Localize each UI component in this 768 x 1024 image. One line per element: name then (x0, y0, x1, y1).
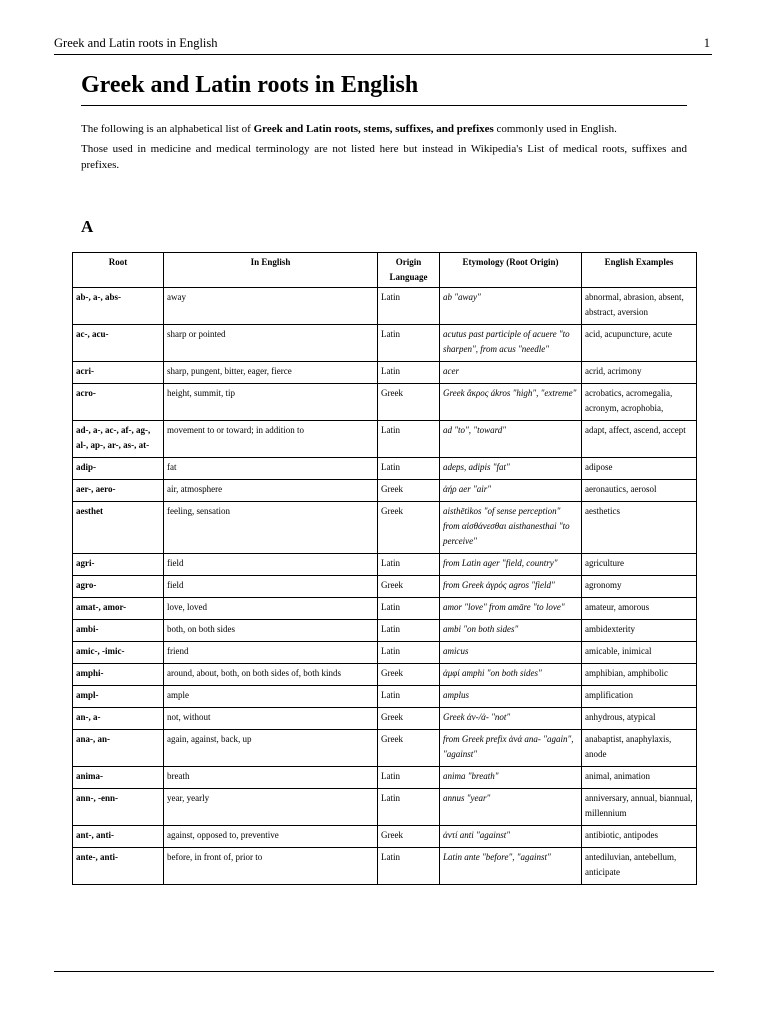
intro-paragraph-2: Those used in medicine and medical terminology are not listed here but instead in Wikipedia's List of medical roots, suffixes and prefixes. (81, 143, 687, 171)
cell-etymology: acutus past participle of acuere "to sharpen", from acus "needle" (440, 325, 582, 362)
table-row (73, 642, 697, 664)
cell-english-examples: aeronautics, aerosol (582, 480, 697, 502)
cell-etymology: amor "love" from amāre "to love" (440, 598, 582, 620)
cell-origin-language: Greek (378, 576, 440, 598)
running-header (54, 34, 712, 55)
cell-etymology: adeps, adipis "fat" (440, 458, 582, 480)
table-row (73, 502, 697, 554)
column-header-english-examples: English Examples (582, 253, 697, 288)
table-row (73, 384, 697, 421)
table-row (73, 598, 697, 620)
cell-root: ab-, a-, abs- (73, 288, 164, 325)
cell-origin-language: Latin (378, 288, 440, 325)
intro-text: commonly used in English. (493, 123, 617, 135)
cell-origin-language: Latin (378, 598, 440, 620)
table-row (73, 620, 697, 642)
cell-origin-language: Latin (378, 362, 440, 384)
table-row (73, 686, 697, 708)
cell-root: amic-, -imic- (73, 642, 164, 664)
cell-english-examples: acid, acupuncture, acute (582, 325, 697, 362)
footer-rule (54, 971, 714, 972)
cell-english-examples: anniversary, annual, biannual, millennium (582, 789, 697, 826)
cell-in-english: away (164, 288, 378, 325)
cell-in-english: movement to or toward; in addition to (164, 421, 378, 458)
cell-origin-language: Greek (378, 730, 440, 767)
cell-etymology: Latin ante "before", "against" (440, 848, 582, 885)
column-header-etymology: Etymology (Root Origin) (440, 253, 582, 288)
cell-in-english: love, loved (164, 598, 378, 620)
cell-origin-language: Latin (378, 620, 440, 642)
cell-origin-language: Latin (378, 421, 440, 458)
cell-in-english: feeling, sensation (164, 502, 378, 554)
cell-root: ampl- (73, 686, 164, 708)
cell-etymology: ab "away" (440, 288, 582, 325)
cell-in-english: field (164, 576, 378, 598)
table-row (73, 554, 697, 576)
cell-in-english: height, summit, tip (164, 384, 378, 421)
cell-english-examples: amplification (582, 686, 697, 708)
cell-english-examples: antibiotic, antipodes (582, 826, 697, 848)
cell-in-english: not, without (164, 708, 378, 730)
cell-etymology: amplus (440, 686, 582, 708)
cell-root: acri- (73, 362, 164, 384)
table-row (73, 325, 697, 362)
cell-in-english: fat (164, 458, 378, 480)
cell-etymology: ἀήρ aer "air" (440, 480, 582, 502)
table-row (73, 789, 697, 826)
cell-root: anima- (73, 767, 164, 789)
cell-origin-language: Latin (378, 686, 440, 708)
table-row (73, 848, 697, 885)
cell-english-examples: antediluvian, antebellum, anticipate (582, 848, 697, 885)
cell-origin-language: Latin (378, 458, 440, 480)
cell-root: ant-, anti- (73, 826, 164, 848)
cell-etymology: Greek ἀν-/ἀ- "not" (440, 708, 582, 730)
cell-etymology: aisthētikos "of sense perception" from αἰσθάνεσθαι aisthanesthai "to perceive" (440, 502, 582, 554)
cell-in-english: both, on both sides (164, 620, 378, 642)
cell-english-examples: adipose (582, 458, 697, 480)
cell-in-english: against, opposed to, preventive (164, 826, 378, 848)
cell-english-examples: anabaptist, anaphylaxis, anode (582, 730, 697, 767)
cell-in-english: sharp, pungent, bitter, eager, fierce (164, 362, 378, 384)
cell-in-english: field (164, 554, 378, 576)
cell-origin-language: Greek (378, 502, 440, 554)
cell-in-english: again, against, back, up (164, 730, 378, 767)
cell-root: acro- (73, 384, 164, 421)
cell-etymology: ἀμφί amphi "on both sides" (440, 664, 582, 686)
table-row (73, 421, 697, 458)
cell-root: ana-, an- (73, 730, 164, 767)
cell-etymology: ad "to", "toward" (440, 421, 582, 458)
cell-english-examples: abnormal, abrasion, absent, abstract, aversion (582, 288, 697, 325)
cell-etymology: annus "year" (440, 789, 582, 826)
cell-origin-language: Latin (378, 325, 440, 362)
cell-root: adip- (73, 458, 164, 480)
table-row (73, 458, 697, 480)
table-row (73, 288, 697, 325)
table-row (73, 480, 697, 502)
table-body (73, 288, 697, 885)
column-header-root: Root (73, 253, 164, 288)
cell-root: ambi- (73, 620, 164, 642)
table-row (73, 730, 697, 767)
cell-root: aesthet (73, 502, 164, 554)
column-header-in-english: In English (164, 253, 378, 288)
cell-root: agro- (73, 576, 164, 598)
table-row (73, 664, 697, 686)
table-row (73, 576, 697, 598)
cell-in-english: around, about, both, on both sides of, both kinds (164, 664, 378, 686)
cell-origin-language: Greek (378, 480, 440, 502)
cell-root: ad-, a-, ac-, af-, ag-, al-, ap-, ar-, as-, at- (73, 421, 164, 458)
cell-english-examples: amicable, inimical (582, 642, 697, 664)
cell-origin-language: Latin (378, 642, 440, 664)
cell-english-examples: adapt, affect, ascend, accept (582, 421, 697, 458)
cell-in-english: year, yearly (164, 789, 378, 826)
cell-etymology: Greek ἄκρος ákros "high", "extreme" (440, 384, 582, 421)
intro-paragraph-1 (81, 121, 687, 137)
cell-origin-language: Latin (378, 554, 440, 576)
cell-origin-language: Latin (378, 789, 440, 826)
table-row (73, 826, 697, 848)
cell-origin-language: Greek (378, 708, 440, 730)
cell-origin-language: Greek (378, 826, 440, 848)
page-title: Greek and Latin roots in English (81, 72, 687, 106)
cell-etymology: acer (440, 362, 582, 384)
cell-etymology: from Latin ager "field, country" (440, 554, 582, 576)
section-heading: A (81, 217, 94, 236)
cell-origin-language: Latin (378, 848, 440, 885)
table-row (73, 362, 697, 384)
table-row (73, 767, 697, 789)
cell-english-examples: animal, animation (582, 767, 697, 789)
running-header-title: Greek and Latin roots in English (54, 36, 218, 50)
cell-etymology: anima "breath" (440, 767, 582, 789)
column-header-origin-language: Origin Language (378, 253, 440, 288)
cell-origin-language: Latin (378, 767, 440, 789)
cell-root: ante-, anti- (73, 848, 164, 885)
intro-text: The following is an alphabetical list of (81, 123, 254, 135)
cell-english-examples: acrobatics, acromegalia, acronym, acrophobia, (582, 384, 697, 421)
page-number: 1 (703, 36, 710, 50)
cell-in-english: friend (164, 642, 378, 664)
cell-in-english: breath (164, 767, 378, 789)
cell-root: ann-, -enn- (73, 789, 164, 826)
intro (81, 121, 687, 177)
cell-root: amat-, amor- (73, 598, 164, 620)
cell-etymology: from Greek prefix ἀνά ana- "again", "against" (440, 730, 582, 767)
cell-english-examples: anhydrous, atypical (582, 708, 697, 730)
cell-english-examples: ambidexterity (582, 620, 697, 642)
cell-origin-language: Greek (378, 384, 440, 421)
table-row (73, 708, 697, 730)
cell-in-english: ample (164, 686, 378, 708)
cell-root: aer-, aero- (73, 480, 164, 502)
intro-bold-text: Greek and Latin roots, stems, suffixes, and prefixes (253, 123, 494, 135)
cell-in-english: before, in front of, prior to (164, 848, 378, 885)
cell-english-examples: aesthetics (582, 502, 697, 554)
cell-in-english: air, atmosphere (164, 480, 378, 502)
cell-root: an-, a- (73, 708, 164, 730)
roots-table (72, 252, 697, 885)
cell-english-examples: agriculture (582, 554, 697, 576)
cell-root: agri- (73, 554, 164, 576)
cell-english-examples: amphibian, amphibolic (582, 664, 697, 686)
cell-english-examples: agronomy (582, 576, 697, 598)
cell-root: amphi- (73, 664, 164, 686)
cell-etymology: ἀντί anti "against" (440, 826, 582, 848)
table-header-row (73, 253, 697, 288)
cell-root: ac-, acu- (73, 325, 164, 362)
cell-etymology: from Greek ἀγρός agros "field" (440, 576, 582, 598)
cell-etymology: amicus (440, 642, 582, 664)
cell-origin-language: Greek (378, 664, 440, 686)
cell-in-english: sharp or pointed (164, 325, 378, 362)
cell-english-examples: amateur, amorous (582, 598, 697, 620)
cell-etymology: ambi "on both sides" (440, 620, 582, 642)
cell-english-examples: acrid, acrimony (582, 362, 697, 384)
